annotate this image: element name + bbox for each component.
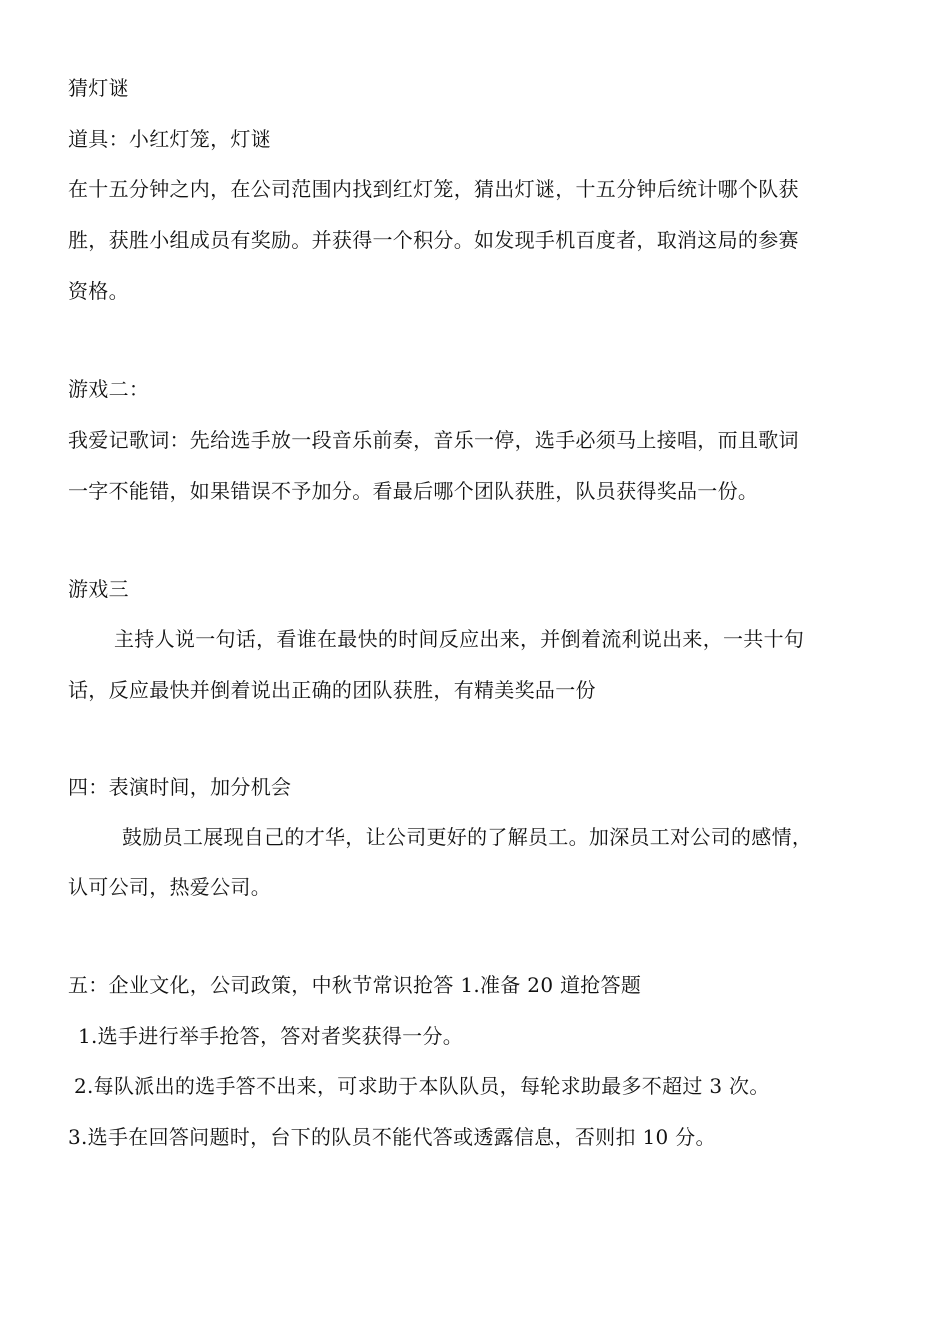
riddles-rule-line-1: 在十五分钟之内，在公司范围内找到红灯笼，猜出灯谜，十五分钟后统计哪个队获 (68, 177, 799, 201)
props-line: 道具：小红灯笼，灯谜 (68, 127, 271, 151)
game-three-rule-line-2: 话，反应最快并倒着说出正确的团队获胜，有精美奖品一份 (68, 678, 596, 702)
riddles-rule-line-2: 胜，获胜小组成员有奖励。并获得一个积分。如发现手机百度者，取消这局的参赛 (68, 228, 799, 252)
quiz-rule-3: 3.选手在回答问题时，台下的队员不能代答或透露信息，否则扣 10 分。 (68, 1125, 716, 1149)
quiz-rule-1: 1.选手进行举手抢答，答对者奖获得一分。 (78, 1024, 464, 1048)
game-three-rule-line-1: 主持人说一句话，看谁在最快的时间反应出来，并倒着流利说出来，一共十句 (114, 627, 805, 651)
performance-line-2: 认可公司，热爱公司。 (68, 875, 271, 899)
game-two-rule-line-2: 一字不能错，如果错误不予加分。看最后哪个团队获胜，队员获得奖品一份。 (68, 479, 759, 503)
section-title-game-three: 游戏三 (68, 577, 129, 601)
riddles-rule-line-3: 资格。 (68, 279, 129, 303)
section-title-quiz: 五：企业文化，公司政策，中秋节常识抢答 1.准备 20 道抢答题 (68, 973, 642, 997)
section-title-performance: 四：表演时间，加分机会 (68, 775, 292, 799)
performance-line-1: 鼓励员工展现自己的才华，让公司更好的了解员工。加深员工对公司的感情， (122, 825, 813, 849)
section-title-riddles: 猜灯谜 (68, 76, 129, 100)
game-two-rule-line-1: 我爱记歌词：先给选手放一段音乐前奏，音乐一停，选手必须马上接唱，而且歌词 (68, 428, 799, 452)
quiz-rule-2: 2.每队派出的选手答不出来，可求助于本队队员，每轮求助最多不超过 3 次。 (74, 1074, 770, 1098)
section-title-game-two: 游戏二： (68, 377, 150, 401)
